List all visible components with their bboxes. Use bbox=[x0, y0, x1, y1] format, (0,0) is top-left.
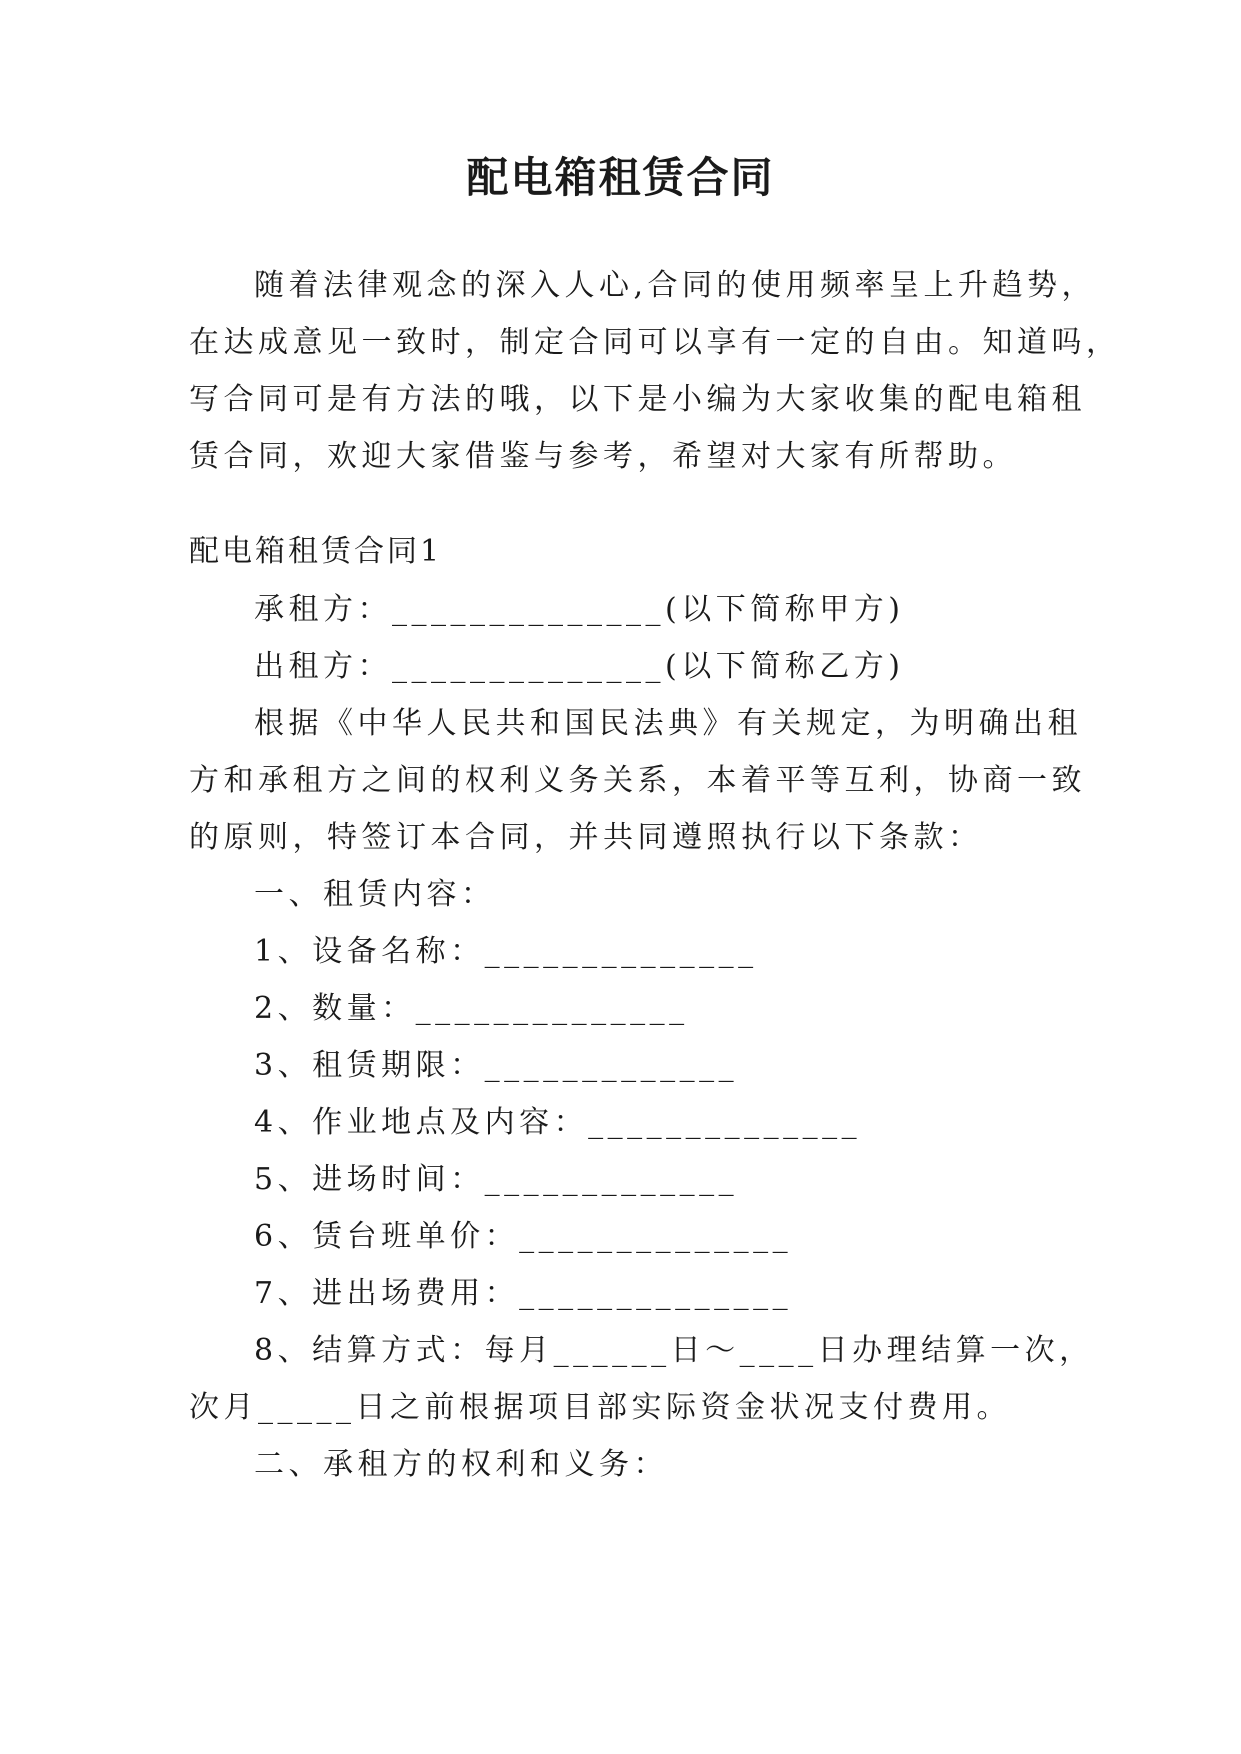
item-entry-exit-fee: 7、进出场费用：______________ bbox=[254, 1276, 793, 1311]
lessor-line: 出租方：______________(以下简称乙方) bbox=[254, 649, 905, 684]
intro-line-3: 写合同可是有方法的哦，以下是小编为大家收集的配电箱租 bbox=[189, 382, 1086, 417]
item-lease-term: 3、租赁期限：_____________ bbox=[254, 1048, 739, 1083]
item-equipment-name: 1、设备名称：______________ bbox=[254, 934, 758, 969]
document-title: 配电箱租赁合同 bbox=[466, 153, 775, 202]
preamble-line-2: 方和承租方之间的权利义务关系，本着平等互利，协商一致 bbox=[189, 763, 1086, 798]
clause-1-heading: 一、租赁内容： bbox=[254, 877, 496, 912]
intro-line-1: 随着法律观念的深入人心,合同的使用频率呈上升趋势， bbox=[254, 268, 1097, 303]
intro-line-4: 赁合同，欢迎大家借鉴与参考，希望对大家有所帮助。 bbox=[189, 439, 1017, 474]
item-quantity: 2、数量：______________ bbox=[254, 991, 689, 1026]
item-settlement-line-2: 次月_____日之前根据项目部实际资金状况支付费用。 bbox=[189, 1390, 1011, 1425]
item-unit-price: 6、赁台班单价：______________ bbox=[254, 1219, 793, 1254]
preamble-line-1: 根据《中华人民共和国民法典》有关规定，为明确出租 bbox=[254, 706, 1082, 741]
preamble-line-3: 的原则，特签订本合同，并共同遵照执行以下条款： bbox=[189, 820, 983, 855]
item-entry-time: 5、进场时间：_____________ bbox=[254, 1162, 739, 1197]
item-work-location: 4、作业地点及内容：______________ bbox=[254, 1105, 862, 1140]
clause-2-heading: 二、承租方的权利和义务： bbox=[254, 1447, 668, 1482]
section-heading: 配电箱租赁合同1 bbox=[189, 534, 443, 569]
intro-line-2: 在达成意见一致时，制定合同可以享有一定的自由。知道吗， bbox=[189, 325, 1121, 360]
lessee-line: 承租方：______________(以下简称甲方) bbox=[254, 592, 905, 627]
item-settlement-line-1: 8、结算方式：每月______日～____日办理结算一次， bbox=[254, 1333, 1094, 1368]
